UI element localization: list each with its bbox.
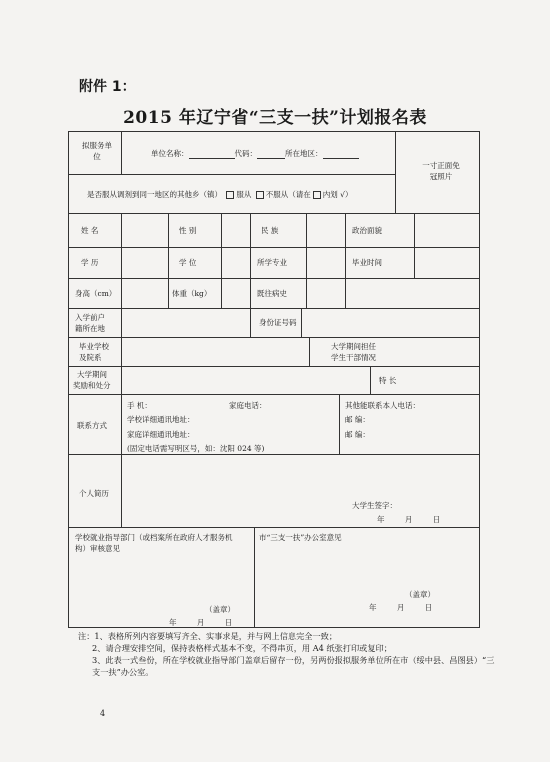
school-opinion-label-line2: 构）审核意见 (75, 544, 120, 553)
accept-label: 服从 (236, 190, 252, 199)
name-label: 姓 名 (81, 226, 99, 235)
home-address-label: 家庭详细通讯地址： (127, 430, 195, 439)
code-label: 代码： (234, 149, 257, 158)
phone-note: (固定电话需写明区号，如：沈阳 024 等) (127, 444, 265, 453)
school-address-label: 学校详细通讯地址： (127, 415, 195, 424)
postcode-label-2: 邮 编： (345, 430, 370, 439)
region-label: 所在地区： (285, 149, 323, 158)
id-number-label: 身份证号码 (259, 318, 297, 327)
height-label: 身高（cm） (75, 289, 117, 298)
office-date: 年 月 日 (369, 603, 433, 612)
ethnicity-label: 民 族 (261, 226, 279, 235)
decline-checkbox[interactable] (256, 191, 264, 199)
school-label-line1: 毕业学校 (79, 342, 109, 351)
cadre-label-line2: 学生干部情况 (331, 353, 376, 362)
photo-box-label: 一寸正面免冠照片 (422, 161, 460, 181)
decline-label: 不服从（请在 (265, 190, 311, 199)
resume-label: 个人简历 (79, 489, 109, 498)
decline-label-end: 内划 √） (322, 190, 353, 199)
awards-label-line2: 奖励和处分 (73, 381, 111, 390)
medical-history-label: 既往病史 (257, 289, 287, 298)
service-unit-label: 拟服务单位 (82, 141, 112, 161)
major-label: 所学专业 (257, 258, 287, 267)
page-number: 4 (100, 709, 106, 718)
political-label: 政治面貌 (352, 226, 382, 235)
home-phone-label: 家庭电话： (229, 401, 267, 410)
gender-label: 性 别 (179, 226, 197, 235)
note-3: 3、此表一式叁份，所在学校就业指导部门盖章后留存一份，另两份报拟服务单位所在市（绥中县、昌图县）“三支一扶”办公室。 (92, 655, 495, 677)
grad-time-label: 毕业时间 (352, 258, 382, 267)
awards-label-line1: 大学期间 (77, 370, 107, 379)
office-opinion-label: 市“三支一扶”办公室意见 (259, 533, 342, 542)
note-1: 注：1、表格所列内容要填写齐全、实事求是，并与网上信息完全一致； (78, 631, 338, 641)
accept-checkbox[interactable] (226, 191, 234, 199)
unit-name-field[interactable] (151, 148, 359, 159)
education-label: 学 历 (81, 258, 99, 267)
other-contact-label: 其他能联系本人电话： (345, 401, 420, 410)
registration-table (68, 131, 480, 628)
attachment-label: 附件 1： (79, 79, 136, 95)
hukou-label-line1: 入学前户 (75, 313, 105, 322)
note-2: 2、请合理安排空间，保持表格样式基本不变，不得串页，用 A4 纸张打印或复印； (92, 643, 392, 653)
office-seal-label: （盖章） (405, 590, 435, 599)
student-signature-label: 大学生签字： (352, 501, 397, 510)
degree-label: 学 位 (179, 258, 197, 267)
specialty-label: 特 长 (379, 376, 397, 385)
unit-name-label: 单位名称： (151, 149, 189, 158)
signature-date: 年 月 日 (377, 515, 441, 524)
school-label-line2: 及院系 (79, 353, 102, 362)
form-notes (78, 630, 498, 678)
hukou-label-line2: 籍所在地 (75, 324, 105, 333)
cadre-label-line1: 大学期间担任 (331, 342, 376, 351)
mobile-label: 手 机： (127, 401, 152, 410)
mark-box-icon (313, 191, 321, 199)
reassign-question: 是否服从调剂到同一地区的其他乡（镇） (87, 190, 222, 199)
reassignment-row (87, 189, 352, 200)
school-date: 年 月 日 (169, 618, 233, 627)
form-title: 2015 年辽宁省“三支一扶”计划报名表 (123, 108, 427, 128)
school-opinion-label-line1: 学校就业指导部门（或档案所在政府人才服务机 (75, 533, 233, 542)
postcode-label-1: 邮 编： (345, 415, 370, 424)
contact-label: 联系方式 (77, 421, 107, 430)
school-seal-label: （盖章） (205, 605, 235, 614)
weight-label: 体重（kg） (172, 289, 212, 298)
